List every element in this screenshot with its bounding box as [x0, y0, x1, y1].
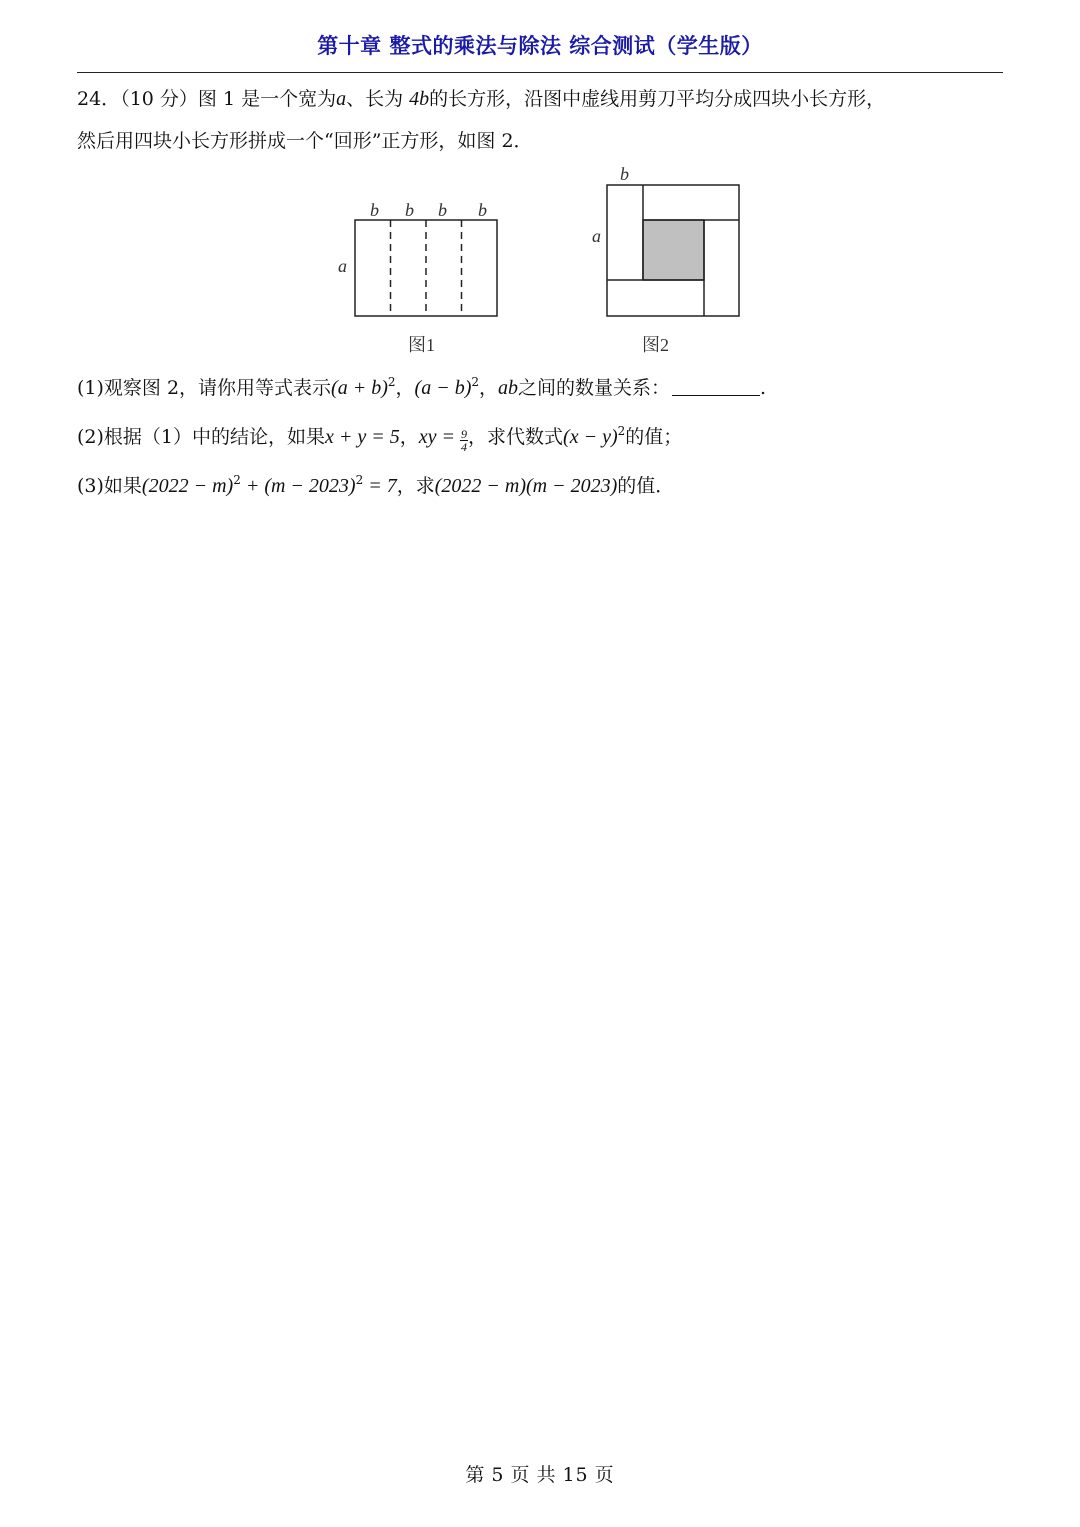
question-text: 的长方形，沿图中虚线用剪刀平均分成四块小长方形， — [429, 88, 886, 110]
figure1-label-b2: b — [405, 200, 414, 220]
exponent: 2 — [471, 375, 479, 389]
var-a: a — [336, 88, 347, 110]
expr-a-plus-b: (a + b) — [331, 377, 388, 399]
figure-2 — [592, 164, 739, 355]
fraction-denominator: 4 — [461, 440, 468, 454]
part3-text: 的值． — [617, 475, 675, 497]
question-text: 、长为 — [346, 88, 410, 110]
question-number: 24． — [77, 88, 121, 110]
part-3 — [77, 467, 674, 499]
page-footer — [0, 1460, 1080, 1487]
part-1 — [77, 369, 766, 401]
figure1-label-b3: b — [438, 200, 447, 220]
header-divider — [77, 72, 1003, 73]
equals-seven: = 7 — [363, 475, 397, 497]
part3-text: (3)如果 — [77, 475, 142, 497]
exponent: 2 — [617, 424, 626, 438]
expr-m-minus-2023: (m − 2023) — [264, 475, 356, 497]
separator: ， — [399, 426, 419, 448]
separator: ， — [395, 377, 415, 399]
exponent: 2 — [387, 375, 396, 389]
footer-text: 共 — [536, 1464, 557, 1486]
exponent: 2 — [233, 473, 241, 487]
part-2 — [77, 418, 682, 453]
fraction-numerator: 9 — [461, 427, 468, 441]
part1-text: 之间的数量关系： — [518, 377, 671, 399]
expr-product: (2022 − m)(m − 2023) — [434, 475, 618, 497]
separator: ， — [479, 377, 499, 399]
part1-end: . — [760, 377, 767, 399]
answer-blank[interactable] — [672, 377, 760, 396]
part2-text: (2)根据（1）中的结论，如果 — [77, 426, 326, 448]
question-text: 图 1 是一个宽为 — [197, 88, 337, 110]
var-4b: 4b — [409, 88, 430, 110]
figure2-caption: 图2 — [642, 335, 669, 355]
page-header-title: 第十章 整式的乘法与除法 综合测试（学生版） — [317, 33, 763, 58]
figure-1 — [338, 200, 497, 355]
figures — [0, 160, 1080, 360]
question-score: （10 分） — [120, 88, 198, 110]
plus-sign: + — [240, 475, 265, 497]
figure1-label-b1: b — [370, 200, 379, 220]
page-number: 5 — [491, 1464, 505, 1486]
part3-text: ，求 — [396, 475, 435, 497]
figure1-label-a: a — [338, 256, 347, 276]
figure1-label-b4: b — [478, 200, 487, 220]
expr-a-minus-b: (a − b) — [414, 377, 472, 399]
total-pages: 15 — [562, 1464, 589, 1486]
expr-xy: xy = — [418, 426, 461, 448]
expr-x-minus-y: (x − y) — [563, 426, 618, 448]
footer-text: 页 — [510, 1464, 531, 1486]
footer-text: 页 — [594, 1464, 615, 1486]
expr-2022-minus-m: (2022 − m) — [141, 475, 234, 497]
question-line-1 — [77, 86, 885, 112]
footer-text: 第 — [465, 1464, 486, 1486]
fraction-nine-fourths — [460, 428, 468, 453]
figure1-caption: 图1 — [408, 335, 435, 355]
figure2-shaded-square — [643, 220, 704, 280]
question-line-2: 然后用四块小长方形拼成一个“回形”正方形，如图 2． — [77, 130, 533, 152]
part1-text: (1)观察图 2，请你用等式表示 — [77, 377, 332, 399]
expr-ab: ab — [498, 377, 519, 399]
part2-text: 的值； — [625, 426, 683, 448]
figure2-label-b: b — [620, 164, 629, 184]
part2-text: ，求代数式 — [468, 426, 564, 448]
figure2-label-a: a — [592, 226, 601, 246]
exponent: 2 — [355, 473, 364, 487]
expr-x-plus-y: x + y = 5 — [325, 426, 400, 448]
